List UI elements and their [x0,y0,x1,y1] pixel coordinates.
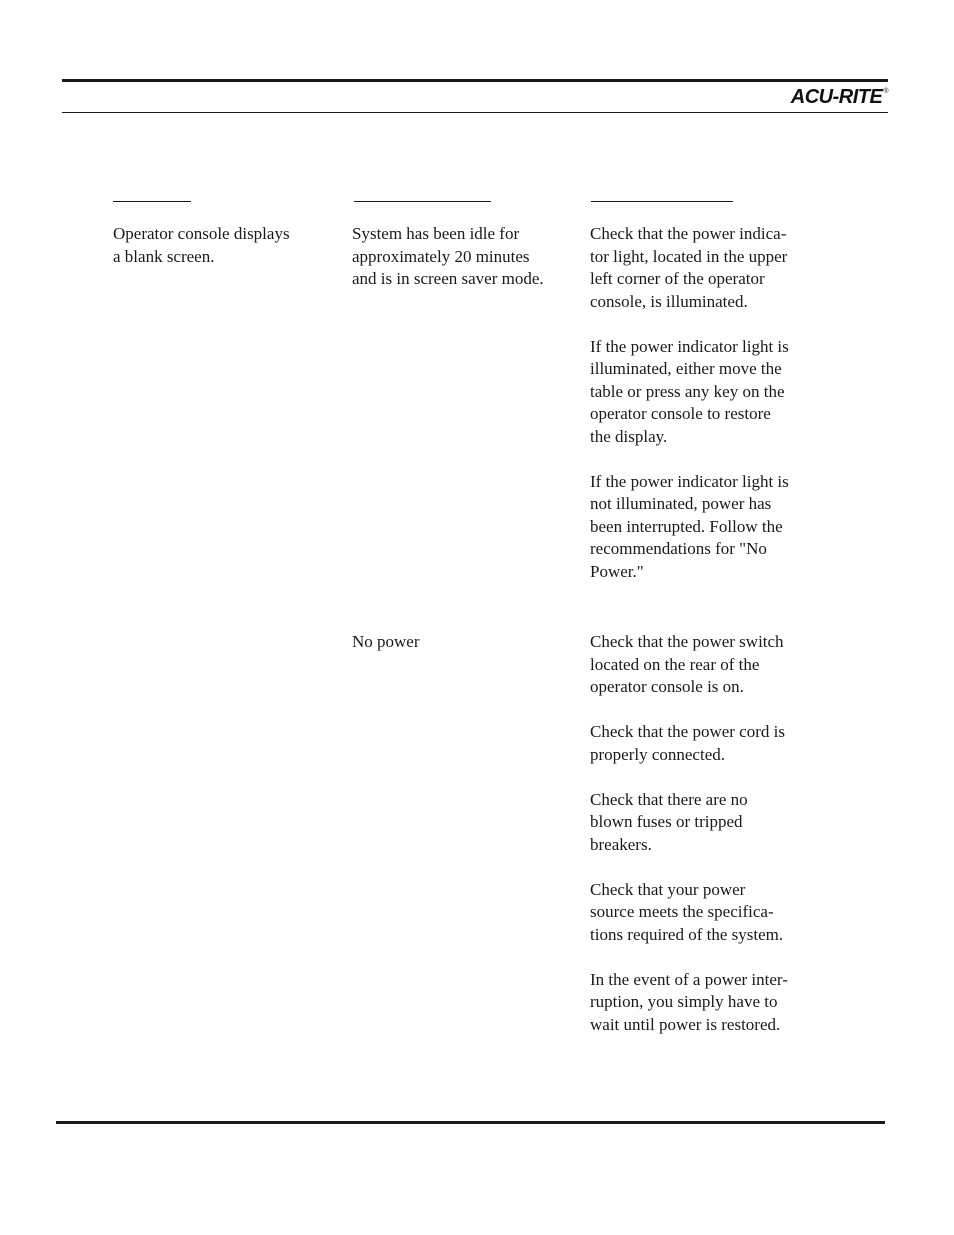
remedy-paragraph: If the power indicator light is illuminated, either move the table or press any key on the operator console to restore the display. [590,336,789,446]
symptom-cell [113,223,338,268]
remedy-paragraph: If the power indicator light is not illuminated, power has been interrupted. Follow the recommendations for "No Power." [590,471,789,581]
remedy-paragraph: In the event of a power inter- ruption, you simply have to wait until power is restored. [590,969,788,1034]
remedy-cell [590,223,830,583]
remedy-paragraph: Check that the power cord is properly connected. [590,722,785,764]
column-header-symptom-rule [113,201,191,202]
cause-cell [352,631,582,654]
remedy-paragraph: Check that the power switch located on the rear of the operator console is on. [590,632,784,696]
remedy-paragraph: Check that the power indica- tor light, located in the upper left corner of the operator console, is illuminated. [590,224,788,311]
column-header-cause-rule [354,201,491,202]
acu-rite-logo: ACU-RITE® [790,86,888,108]
symptom-text: Operator console displays a blank screen. [113,224,290,266]
remedy-paragraph: Check that your power source meets the specifica- tions required of the system. [590,879,784,944]
remedy-paragraph: Check that there are no blown fuses or tripped breakers. [590,789,748,854]
cause-text: No power [352,632,420,651]
footer-rule [56,1121,885,1124]
cause-text: System has been idle for approximately 20 minutes and is in screen saver mode. [352,224,544,288]
header-rule-thick [62,79,888,82]
remedy-cell [590,631,830,1036]
column-header-remedy-rule [591,201,733,202]
header-rule-thin [62,112,888,113]
cause-cell [352,223,582,291]
